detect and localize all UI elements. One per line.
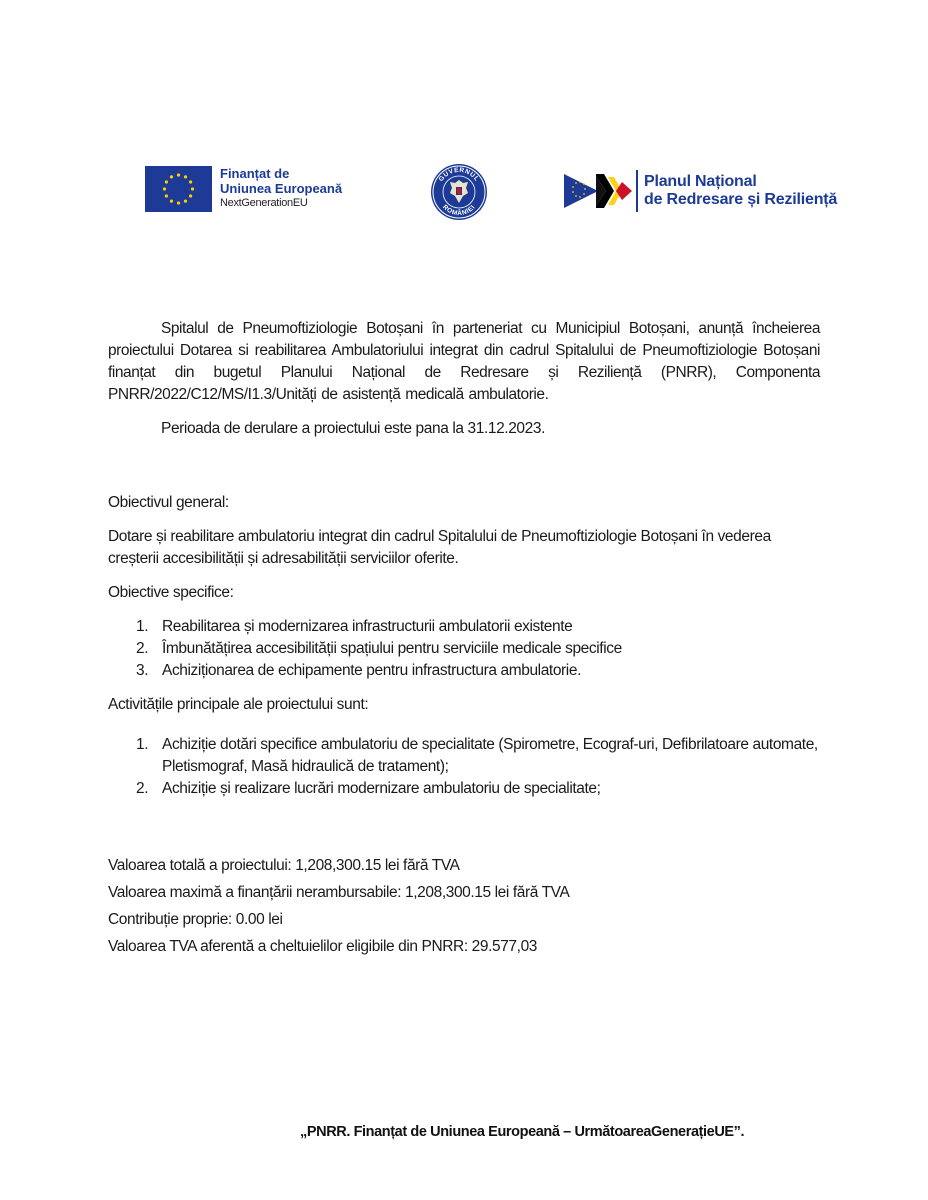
list-number: 1. xyxy=(136,618,149,635)
list-item-text: Achiziționarea de echipamente pentru infrastructura ambulatorie. xyxy=(162,662,581,679)
svg-text:GUVERNUL: GUVERNUL xyxy=(437,166,481,184)
max-funding-value: Valoarea maximă a finanțării nerambursabile: 1,208,300.15 lei fără TVA xyxy=(108,884,570,901)
list-number: 1. xyxy=(136,736,149,753)
pnrr-arrows-icon xyxy=(564,172,634,210)
list-number: 3. xyxy=(136,662,149,679)
footer-funding-note: „PNRR. Finanțat de Uniunea Europeană – UrmătoareaGenerațieUE”. xyxy=(300,1124,745,1140)
total-value: Valoarea totală a proiectului: 1,208,300.15 lei fără TVA xyxy=(108,857,460,874)
eu-flag-icon xyxy=(145,166,212,212)
list-item xyxy=(108,638,820,660)
list-item-text: Achiziție și realizare lucrări modernizare ambulatoriu de specialitate; xyxy=(162,780,601,797)
eu-logo-line2: Uniunea Europeană xyxy=(220,181,343,196)
activities-list xyxy=(108,734,820,800)
list-item-text: Îmbunătățirea accesibilității spațiului pentru serviciile medicale specifice xyxy=(162,640,622,657)
pnrr-divider xyxy=(636,170,638,212)
eu-funding-logo xyxy=(145,166,342,212)
list-item-text: Reabilitarea și modernizarea infrastructurii ambulatorii existente xyxy=(162,618,573,635)
pnrr-logo-line2: de Redresare și Reziliență xyxy=(644,191,838,208)
svg-text:ROMÂNIEI: ROMÂNIEI xyxy=(441,203,477,218)
eu-logo-line3: NextGenerationEU xyxy=(220,197,308,209)
guvernul-romaniei-seal-icon xyxy=(430,163,488,221)
general-objective-text: Dotare și reabilitare ambulatoriu integrat din cadrul Spitalului de Pneumoftiziologie Botoșani în vederea creșterii accesibilității și adresabilității serviciilor oferite. xyxy=(108,528,771,567)
pnrr-logo-line1: Planul Național xyxy=(644,173,757,190)
project-period: Perioada de derulare a proiectului este pana la 31.12.2023. xyxy=(161,420,546,437)
list-item xyxy=(108,778,820,800)
document-body xyxy=(108,318,820,960)
list-item-text: Achiziție dotări specifice ambulatoriu de specialitate (Spirometre, Ecograf-uri, Defibrilatoare automate, Pletismograf, Masă hidraulică de tratament); xyxy=(162,736,818,775)
eu-logo-line1: Finanțat de xyxy=(220,166,290,181)
list-item xyxy=(108,734,820,778)
specific-objectives-heading: Obiective specifice: xyxy=(108,584,234,601)
activities-heading: Activitățile principale ale proiectului sunt: xyxy=(108,696,369,713)
specific-objectives-list xyxy=(108,616,820,682)
list-number: 2. xyxy=(136,640,149,657)
own-contribution: Contribuție proprie: 0.00 lei xyxy=(108,911,283,928)
general-objective-heading: Obiectivul general: xyxy=(108,494,229,511)
intro-paragraph: Spitalul de Pneumoftiziologie Botoșani în parteneriat cu Municipiul Botoșani, anunță încheierea proiectului Dotarea si reabilitarea Ambulatoriului integrat din cadrul Spitalului de Pneumoftiziologie Botoșani finanțat din bugetul Planului Național de Redresare și Reziliență (PNRR), Componenta PNRR/2022/C12/MS/I1.3/Unități de asistență medicală ambulatorie. xyxy=(108,320,820,403)
list-number: 2. xyxy=(136,780,149,797)
vat-value: Valoarea TVA aferentă a cheltuielilor eligibile din PNRR: 29.577,03 xyxy=(108,938,538,955)
pnrr-logo xyxy=(564,170,837,212)
list-item xyxy=(108,616,820,638)
list-item xyxy=(108,660,820,682)
